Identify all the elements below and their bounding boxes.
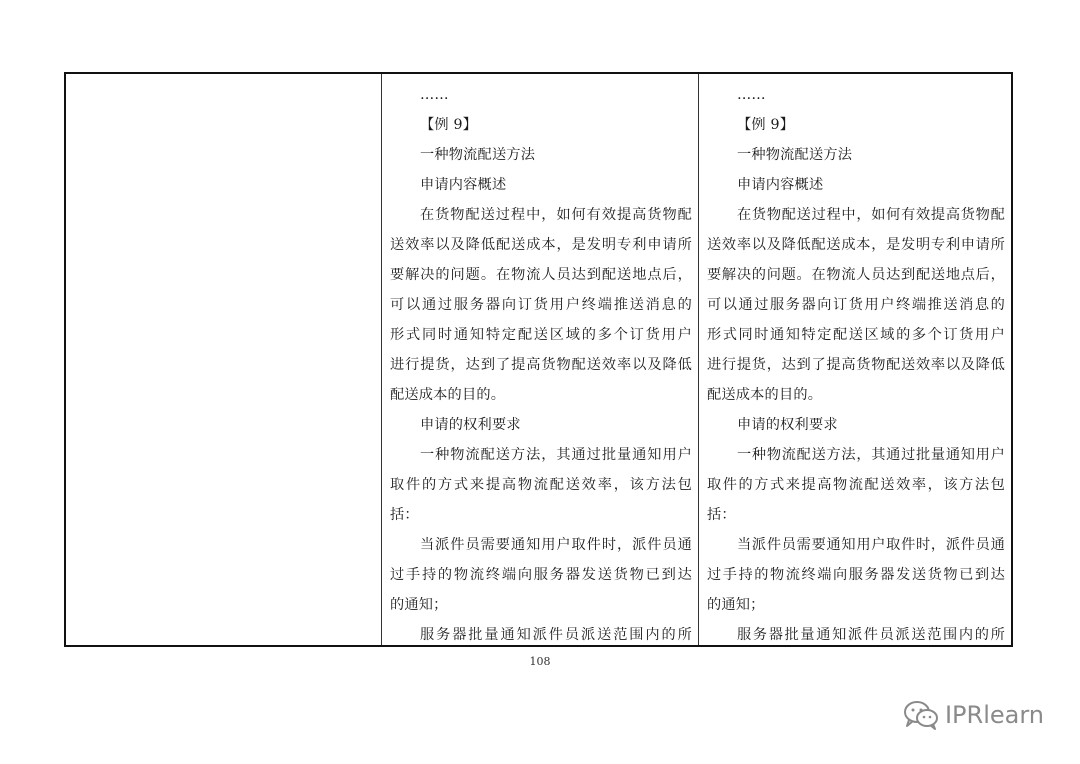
text-line: 要解决的问题。在物流人员达到配送地点后，	[390, 267, 692, 283]
text-line: 括：	[707, 507, 736, 523]
text-line: 申请的权利要求	[420, 417, 521, 433]
text-line: 配送成本的目的。	[707, 387, 823, 403]
text-line: 进行提货，达到了提高货物配送效率以及降低	[390, 357, 692, 373]
text-line: 在货物配送过程中，如何有效提高货物配	[420, 207, 692, 223]
text-line: 当派件员需要通知用户取件时，派件员通	[737, 537, 1005, 553]
text-line: 的通知；	[707, 597, 765, 613]
text-line: 服务器批量通知派件员派送范围内的所	[737, 627, 1005, 643]
text-line: 的通知；	[390, 597, 448, 613]
text-line: 申请内容概述	[737, 177, 824, 193]
text-line: 取件的方式来提高物流配送效率，该方法包	[707, 477, 1005, 493]
comparison-table	[64, 72, 1013, 647]
text-line: 一种物流配送方法，其通过批量通知用户	[420, 447, 692, 463]
text-line: 服务器批量通知派件员派送范围内的所	[420, 627, 692, 643]
table-column-empty	[66, 74, 382, 645]
text-line: 配送成本的目的。	[390, 387, 506, 403]
text-line: 【例 9】	[420, 117, 478, 133]
text-line: 申请的权利要求	[737, 417, 838, 433]
text-line: 括：	[390, 507, 419, 523]
wechat-icon	[903, 700, 939, 730]
text-line: 一种物流配送方法	[420, 147, 536, 163]
watermark	[903, 700, 1044, 730]
text-line: 过手持的物流终端向服务器发送货物已到达	[390, 567, 692, 583]
text-line: 可以通过服务器向订货用户终端推送消息的	[390, 297, 692, 313]
text-line: 【例 9】	[737, 117, 795, 133]
text-line: 要解决的问题。在物流人员达到配送地点后，	[707, 267, 1005, 283]
text-line: ……	[420, 87, 449, 103]
page-number: 108	[529, 655, 551, 668]
text-line: 送效率以及降低配送成本，是发明专利申请所	[707, 237, 1005, 253]
text-line: 可以通过服务器向订货用户终端推送消息的	[707, 297, 1005, 313]
text-line: 形式同时通知特定配送区域的多个订货用户	[390, 327, 692, 343]
text-line: 一种物流配送方法	[737, 147, 853, 163]
text-line: 形式同时通知特定配送区域的多个订货用户	[707, 327, 1005, 343]
text-line: 过手持的物流终端向服务器发送货物已到达	[707, 567, 1005, 583]
text-line: 一种物流配送方法，其通过批量通知用户	[737, 447, 1005, 463]
watermark-text: IPRlearn	[944, 701, 1044, 729]
text-line: 当派件员需要通知用户取件时，派件员通	[420, 537, 692, 553]
text-line: 在货物配送过程中，如何有效提高货物配	[737, 207, 1005, 223]
table-column-right	[699, 74, 1011, 645]
text-line: 进行提货，达到了提高货物配送效率以及降低	[707, 357, 1005, 373]
text-line: 送效率以及降低配送成本，是发明专利申请所	[390, 237, 692, 253]
table-column-middle	[382, 74, 699, 645]
text-line: 取件的方式来提高物流配送效率，该方法包	[390, 477, 692, 493]
text-line: ……	[737, 87, 766, 103]
text-line: 申请内容概述	[420, 177, 507, 193]
